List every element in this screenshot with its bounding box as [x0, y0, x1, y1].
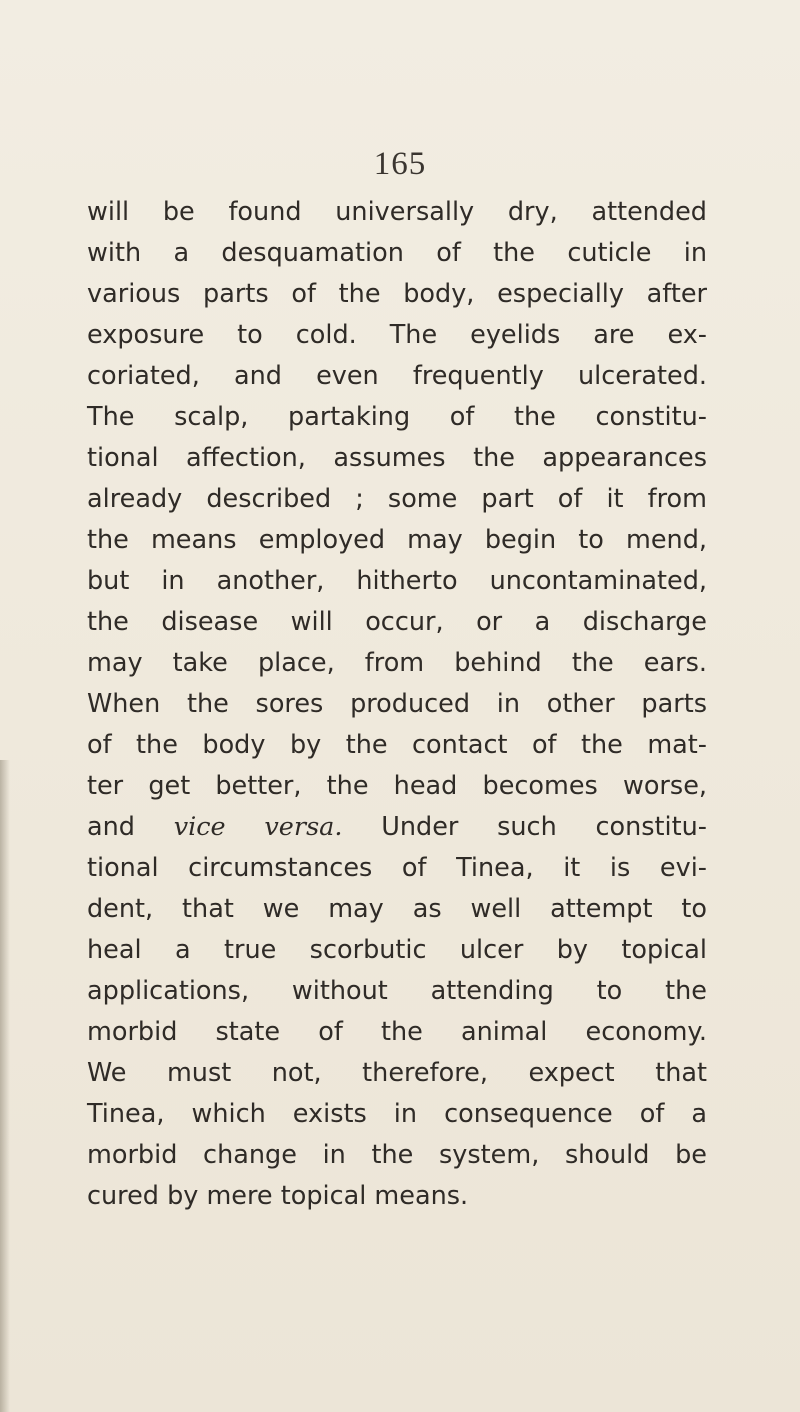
binding-shadow	[0, 760, 10, 1412]
text-line: morbid state of the animal economy.	[87, 1017, 707, 1047]
text-line: exposure to cold. The eyelids are ex-	[87, 320, 707, 350]
text-line: tional affection, assumes the appearances	[87, 443, 707, 473]
text-line: of the body by the contact of the mat-	[87, 730, 707, 760]
text-segment: Under such constitu-	[342, 812, 707, 842]
page-number: 165	[373, 146, 427, 182]
italic-phrase: vice versa.	[173, 812, 343, 842]
text-line: with a desquamation of the cuticle in	[87, 238, 707, 268]
text-line: Tinea, which exists in consequence of a	[87, 1099, 707, 1129]
text-line: the means employed may begin to mend,	[87, 525, 707, 555]
text-line: tional circumstances of Tinea, it is evi-	[87, 853, 707, 883]
text-line	[87, 807, 707, 847]
text-line: applications, without attending to the	[87, 976, 707, 1006]
text-segment: and	[87, 812, 174, 842]
text-line: The scalp, partaking of the constitu-	[87, 402, 707, 432]
text-line: dent, that we may as well attempt to	[87, 894, 707, 924]
text-line: heal a true scorbutic ulcer by topical	[87, 935, 707, 965]
text-line: ter get better, the head becomes worse,	[87, 771, 707, 801]
text-line: already described ; some part of it from	[87, 484, 707, 514]
text-line: the disease will occur, or a discharge	[87, 607, 707, 637]
text-line: various parts of the body, especially after	[87, 279, 707, 309]
text-line: When the sores produced in other parts	[87, 689, 707, 719]
text-line: morbid change in the system, should be	[87, 1140, 707, 1170]
text-line: coriated, and even frequently ulcerated.	[87, 361, 707, 391]
text-line: cured by mere topical means.	[87, 1181, 469, 1211]
text-line: but in another, hitherto uncontaminated,	[87, 566, 707, 596]
text-line: will be found universally dry, attended	[87, 197, 707, 227]
text-line: We must not, therefore, expect that	[87, 1058, 707, 1088]
text-line: may take place, from behind the ears.	[87, 648, 707, 678]
